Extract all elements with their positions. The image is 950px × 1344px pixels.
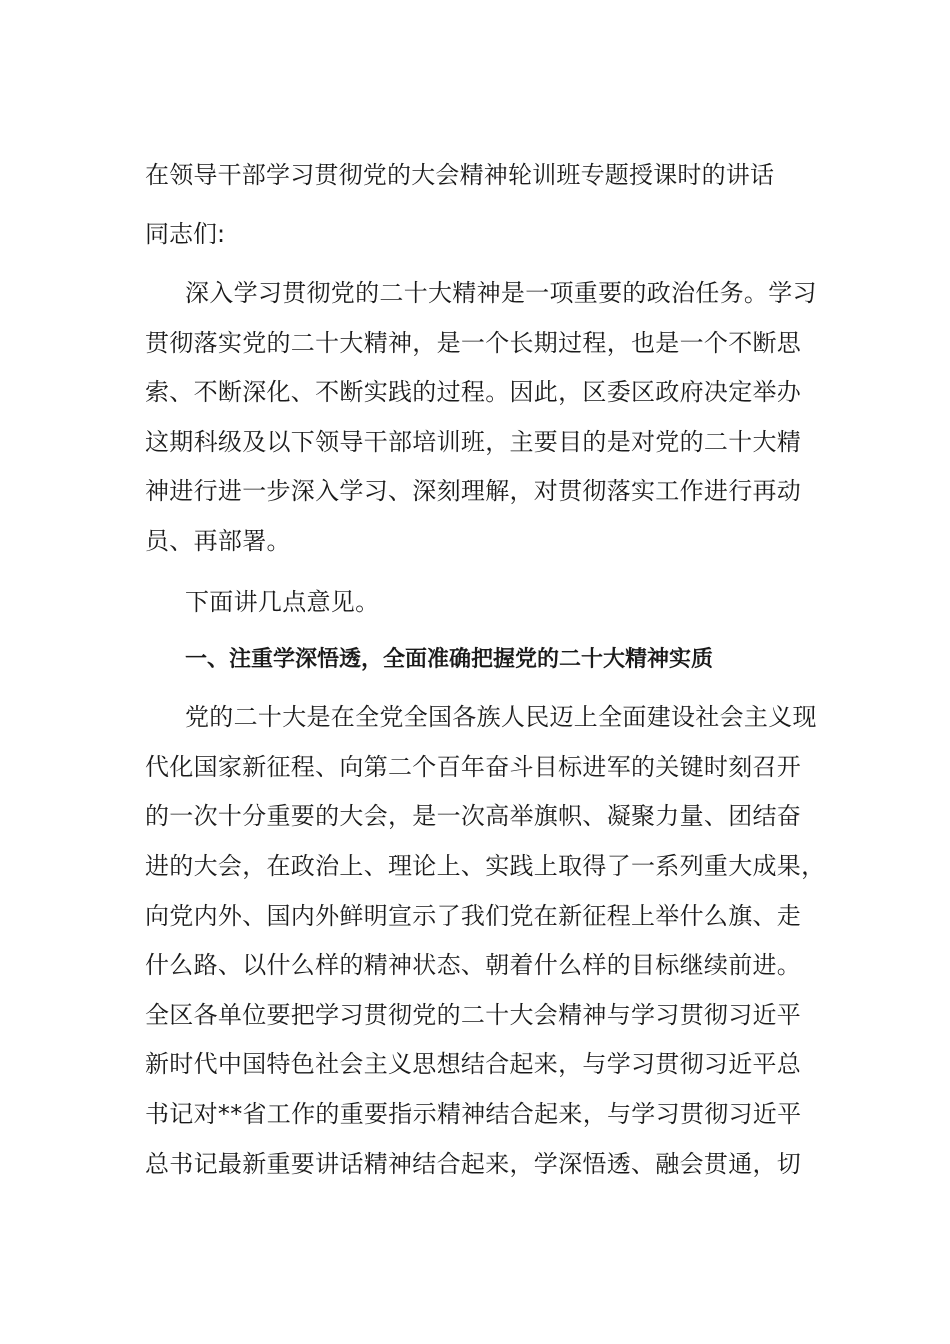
paragraph-line: 的一次十分重要的大会，是一次高举旗帜、凝聚力量、团结奋: [145, 802, 802, 831]
section-heading: 一、注重学深悟透，全面准确把握党的二十大精神实质: [185, 647, 714, 673]
paragraph-line: 贯彻落实党的二十大精神，是一个长期过程，也是一个不断思: [145, 328, 802, 357]
paragraph-line: 全区各单位要把学习贯彻党的二十大会精神与学习贯彻习近平: [145, 1000, 802, 1029]
paragraph-line: 神进行进一步深入学习、深刻理解，对贯彻落实工作进行再动: [145, 477, 802, 506]
paragraph-line: 进的大会，在政治上、理论上、实践上取得了一系列重大成果，: [145, 851, 826, 880]
paragraph-line: 什么路、以什么样的精神状态、朝着什么样的目标继续前进。: [145, 951, 802, 980]
paragraph-line: 向党内外、国内外鲜明宣示了我们党在新征程上举什么旗、走: [145, 901, 802, 930]
document-title: 在领导干部学习贯彻党的大会精神轮训班专题授课时的讲话: [145, 161, 775, 189]
salutation: 同志们:: [145, 220, 226, 248]
paragraph-line: 下面讲几点意见。: [185, 587, 380, 616]
paragraph-line: 党的二十大是在全党全国各族人民迈上全面建设社会主义现: [185, 703, 817, 732]
paragraph-line: 这期科级及以下领导干部培训班，主要目的是对党的二十大精: [145, 427, 802, 456]
paragraph-line: 总书记最新重要讲话精神结合起来，学深悟透、融会贯通，切: [145, 1149, 802, 1178]
paragraph-line: 代化国家新征程、向第二个百年奋斗目标进军的关键时刻召开: [145, 752, 802, 781]
paragraph-line: 深入学习贯彻党的二十大精神是一项重要的政治任务。学习: [185, 279, 817, 307]
paragraph-line: 新时代中国特色社会主义思想结合起来，与学习贯彻习近平总: [145, 1050, 802, 1079]
document-body: [145, 150, 826, 1189]
paragraph-2: [145, 578, 810, 628]
paragraph-3: [145, 693, 826, 1189]
paragraph-line: 员、再部署。: [145, 526, 291, 555]
paragraph-line: 书记对**省工作的重要指示精神结合起来，与学习贯彻习近平: [145, 1099, 802, 1128]
paragraph-line: 索、不断深化、不断实践的过程。因此，区委区政府决定举办: [145, 378, 802, 407]
paragraph-1: [145, 269, 817, 567]
